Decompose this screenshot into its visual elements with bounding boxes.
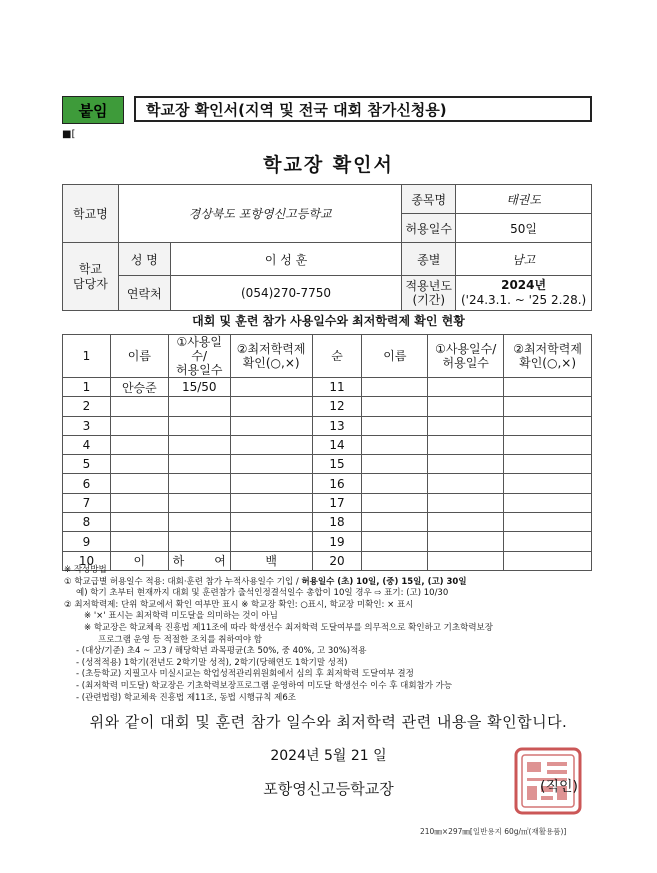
allowed-days-value: 50일 [456, 214, 592, 243]
note-line: ② 최저학력제: 단위 학교에서 확인 여부만 표시 ※ 학교장 확인: ○표시, 학교장 미확인: × 표시 [64, 599, 414, 610]
row-days [168, 474, 230, 493]
row-check [230, 493, 312, 512]
row-number: 7 [63, 493, 111, 512]
attachment-badge: 붙임 [62, 96, 124, 124]
note-line: 예) 학기 초부터 현재까지 대회 및 훈련참가 출석인정결석일수 총합이 10일 경우 ⇨ 표기: (고) 10/30 [76, 588, 449, 599]
table-header-row [63, 335, 592, 378]
note-line: - (관련법령) 학교체육 진흥법 제11조, 동법 시행규칙 제6조 [76, 692, 296, 703]
row-number-2: 13 [312, 416, 362, 435]
row-name [110, 397, 168, 416]
row-days-2 [428, 435, 504, 454]
row-name-2 [362, 455, 428, 474]
header-check2: ②최저학력제 확인(○,×) [504, 335, 592, 378]
row-name-2 [362, 513, 428, 532]
row-days-2 [428, 474, 504, 493]
year-value: 2024년 [501, 278, 547, 292]
row-name-2 [362, 378, 428, 397]
school-value: 경상북도 포항영신고등학교 [118, 185, 401, 243]
row-check [230, 474, 312, 493]
participation-table [62, 334, 592, 571]
row-number-2: 11 [312, 378, 362, 397]
note-line: - (최저학력 미도달) 학교장은 기초학력보장프로그램 운영하여 미도달 학생선수 이수 후 대회참가 가능 [76, 680, 453, 691]
note-line: - (초등학교) 지필고사 미실시교는 학업성적관리위원회에서 심의 후 최저학력 도달여부 결정 [76, 669, 414, 680]
year-label: 적용년도 (기간) [402, 276, 456, 311]
row-number-2: 19 [312, 532, 362, 551]
note-line: 프로그램 운영 등 적절한 조치를 취하여야 함 [98, 634, 263, 645]
row-days [168, 513, 230, 532]
row-number: 8 [63, 513, 111, 532]
table-row [63, 378, 592, 397]
year-cell [456, 276, 592, 311]
officer-label: 학교 담당자 [63, 243, 119, 311]
header-no2: 순 [312, 335, 362, 378]
row-number-2: 14 [312, 435, 362, 454]
year-period: ('24.3.1. ~ '25 2.28.) [460, 293, 587, 307]
table-row [63, 435, 592, 454]
row-number: 4 [63, 435, 111, 454]
row-check [230, 532, 312, 551]
row-name [110, 493, 168, 512]
row-check [230, 513, 312, 532]
row-closing-3: 여 [214, 554, 226, 569]
form-title: 학교장 확인서(지역 및 전국 대회 참가신청용) [146, 100, 447, 119]
row-number: 3 [63, 416, 111, 435]
row-name [110, 513, 168, 532]
row-number: 1 [63, 378, 111, 397]
notes-heading: ※ 작성방법 [64, 565, 107, 575]
document-title: 학교장 확인서 [263, 154, 394, 176]
row-check [230, 435, 312, 454]
form-title-box [134, 96, 592, 122]
allowed-days-label: 허용일수 [402, 214, 456, 243]
name-value: 이 성 훈 [170, 243, 402, 276]
principal-name: 포항영신고등학교장 [263, 780, 394, 798]
row-name [110, 455, 168, 474]
note-line: - (대상/기준) 초4 ~ 고3 / 해당학년 과목평균(초 50%, 중 40%, 고 30%)적용 [76, 646, 367, 657]
table-row [63, 416, 592, 435]
row-number-2: 15 [312, 455, 362, 474]
row-number: 6 [63, 474, 111, 493]
row-name-2 [362, 416, 428, 435]
event-value: 태권도 [456, 185, 592, 214]
row-days-2 [428, 416, 504, 435]
gender-label: 종별 [402, 243, 456, 276]
header-days2: ①사용일수/ 허용일수 [428, 335, 504, 378]
gender-value: 남고 [456, 243, 592, 276]
row-check [230, 397, 312, 416]
row-closing-1: 이 [110, 551, 168, 570]
row-days [168, 455, 230, 474]
header-name2: 이름 [362, 335, 428, 378]
confirmation-date: 2024년 5월 21 일 [270, 748, 387, 764]
row-number: 2 [63, 397, 111, 416]
header-days: ①사용일수/ 허용일수 [168, 335, 230, 378]
row-number-2: 18 [312, 513, 362, 532]
row-days-2 [428, 397, 504, 416]
table-row [63, 513, 592, 532]
row-check [230, 455, 312, 474]
row-days [168, 435, 230, 454]
note-line: - (성적적용) 1학기(전년도 2학기말 성적), 2학기(당해연도 1학기말 성적) [76, 657, 348, 668]
row-number-2: 12 [312, 397, 362, 416]
row-check-2 [504, 435, 592, 454]
row-number-2: 17 [312, 493, 362, 512]
table-row [63, 455, 592, 474]
name-label: 성 명 [118, 243, 170, 276]
contact-label: 연락처 [118, 276, 170, 311]
table-row [63, 532, 592, 551]
row-check-2 [504, 513, 592, 532]
row-check [230, 416, 312, 435]
row-check-2 [504, 493, 592, 512]
seal-label: (직인) [540, 779, 578, 795]
row-closing-2: 하 [172, 554, 185, 569]
section-marker: ■[ [62, 129, 76, 140]
row-check-2 [504, 397, 592, 416]
header-check: ②최저학력제 확인(○,×) [230, 335, 312, 378]
row-check-2 [504, 474, 592, 493]
note-line: ① 학교급별 허용일수 적용: 대회·훈련 참가 누적사용일수 기입 / 허용일수 (초) 10일, (중) 15일, (고) 30일 [64, 576, 467, 587]
row-number: 10 [63, 551, 111, 570]
row-days: 15/50 [168, 378, 230, 397]
contact-value: (054)270-7750 [170, 276, 402, 311]
row-name: 안승준 [110, 378, 168, 397]
header-name: 이름 [110, 335, 168, 378]
table-row [63, 474, 592, 493]
row-name-2 [362, 397, 428, 416]
row-days [168, 397, 230, 416]
row-days [168, 532, 230, 551]
header-no: 1 [63, 335, 111, 378]
row-days-2 [428, 513, 504, 532]
row-days-2 [428, 532, 504, 551]
row-name-2 [362, 435, 428, 454]
row-check-2 [504, 455, 592, 474]
school-label: 학교명 [63, 185, 119, 243]
row-name-2 [362, 493, 428, 512]
status-subtitle: 대회 및 훈련 참가 사용일수와 최저학력제 확인 현황 [192, 314, 465, 328]
row-number-2: 16 [312, 474, 362, 493]
row-name [110, 416, 168, 435]
row-name-2 [362, 532, 428, 551]
confirmation-statement: 위와 같이 대회 및 훈련 참가 일수와 최저학력 관련 내용을 확인합니다. [89, 713, 568, 731]
row-check [230, 378, 312, 397]
row-name [110, 474, 168, 493]
row-days-2 [428, 455, 504, 474]
table-row [63, 493, 592, 512]
note-line: ※ '×' 표시는 최저학력 미도달을 의미하는 것이 아님 [84, 611, 278, 622]
row-check-2 [504, 378, 592, 397]
instructions [64, 565, 604, 704]
note-line: ※ 학교장은 학교체육 진흥법 제11조에 따라 학생선수 최저학력 도달여부를 의무적으로 확인하고 기초학력보장 [84, 622, 493, 633]
paper-spec-footer: 210㎜×297㎜[일반용지 60g/㎡(재활용품)] [420, 827, 567, 836]
row-check-2 [504, 416, 592, 435]
row-name-2 [362, 474, 428, 493]
row-days [168, 493, 230, 512]
row-days-2 [428, 493, 504, 512]
row-number-2: 20 [312, 551, 362, 570]
row-days-2 [428, 378, 504, 397]
event-label: 종목명 [402, 185, 456, 214]
row-number: 9 [63, 532, 111, 551]
table-row [63, 397, 592, 416]
row-number: 5 [63, 455, 111, 474]
row-name [110, 435, 168, 454]
row-closing-3: 백 [230, 551, 312, 570]
row-name [110, 532, 168, 551]
row-days [168, 416, 230, 435]
school-info-table [62, 184, 592, 311]
row-check-2 [504, 532, 592, 551]
